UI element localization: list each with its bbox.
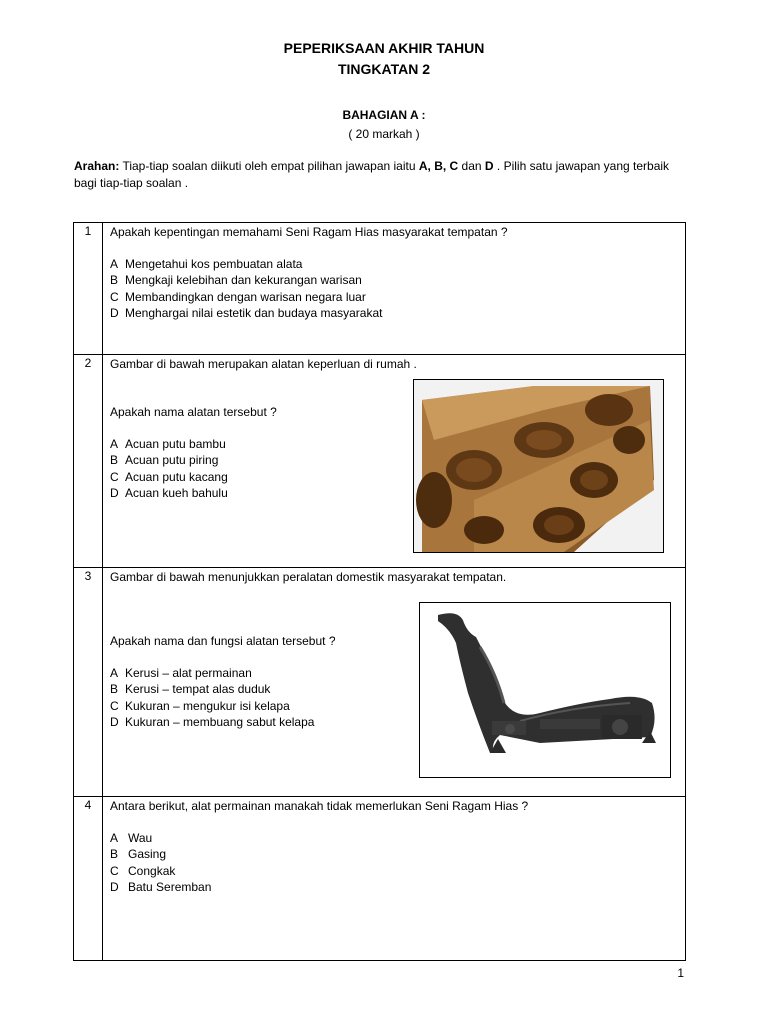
option-a xyxy=(110,665,314,681)
option-text: Mengkaji kelebihan dan kekurangan warisan xyxy=(125,273,362,288)
option-text: Kukuran – mengukur isi kelapa xyxy=(125,698,290,713)
question-prompt: Apakah nama dan fungsi alatan tersebut ? xyxy=(110,634,336,648)
instructions-rest: . Pilih satu jawapan yang terbaik bagi tiap-tiap soalan . xyxy=(74,159,670,190)
instructions xyxy=(74,158,684,192)
question-stem: Gambar di bawah merupakan alatan keperluan di rumah . xyxy=(110,357,417,371)
options-list xyxy=(110,436,228,501)
instructions-text: Tiap-tiap soalan diikuti oleh empat pilihan jawapan iaitu xyxy=(119,159,419,173)
exam-title: PEPERIKSAAN AKHIR TAHUN xyxy=(283,40,485,56)
option-letter: A xyxy=(110,437,119,451)
question-number: 4 xyxy=(84,798,92,812)
wooden-mould-image xyxy=(413,379,664,553)
question-number: 2 xyxy=(84,356,92,370)
options-list xyxy=(110,665,314,730)
option-letter: B xyxy=(110,682,119,697)
options-list xyxy=(110,830,211,895)
option-c xyxy=(110,289,382,305)
option-d xyxy=(110,485,228,501)
option-letter: C xyxy=(110,469,119,484)
question-row-4 xyxy=(74,797,686,961)
option-text: Acuan putu piring xyxy=(125,453,219,468)
option-text: Acuan putu kacang xyxy=(125,469,228,484)
instructions-last-letter: D xyxy=(484,159,494,173)
option-text: Menghargai nilai estetik dan budaya masyarakat xyxy=(125,305,383,320)
option-text: Kukuran – membuang sabut kelapa xyxy=(125,714,315,729)
question-stem: Gambar di bawah menunjukkan peralatan domestik masyarakat tempatan. xyxy=(110,570,507,584)
option-text: Acuan putu bambu xyxy=(125,437,226,451)
option-text: Congkak xyxy=(128,863,176,878)
question-row-3 xyxy=(74,568,686,797)
option-letter: A xyxy=(110,831,119,845)
coconut-grater-illustration xyxy=(420,603,670,777)
option-text: Kerusi – alat permainan xyxy=(125,666,252,680)
question-stem: Apakah kepentingan memahami Seni Ragam Hias masyarakat tempatan ? xyxy=(110,225,508,239)
option-c xyxy=(110,698,314,714)
option-b xyxy=(110,846,211,862)
option-letter: B xyxy=(110,453,119,468)
option-text: Mengetahui kos pembuatan alata xyxy=(125,257,303,271)
option-text: Membandingkan dengan warisan negara luar xyxy=(125,289,366,304)
option-letter: A xyxy=(110,257,119,271)
instructions-label: Arahan: xyxy=(74,159,120,173)
option-letter: B xyxy=(110,273,119,288)
instructions-and: dan xyxy=(458,159,485,173)
question-prompt: Apakah nama alatan tersebut ? xyxy=(110,405,277,419)
option-letter: A xyxy=(110,666,119,680)
options-list xyxy=(110,256,382,321)
option-text: Batu Seremban xyxy=(128,879,212,894)
exam-form-level: TINGKATAN 2 xyxy=(337,61,431,77)
option-d xyxy=(110,305,382,321)
option-letter: C xyxy=(110,698,119,713)
coconut-grater-image xyxy=(419,602,671,778)
question-row-1 xyxy=(74,223,686,355)
option-letter: B xyxy=(110,847,119,862)
section-marks: ( 20 markah ) xyxy=(348,127,420,141)
option-text: Wau xyxy=(128,831,153,845)
option-letter: D xyxy=(110,485,119,500)
option-b xyxy=(110,452,228,468)
option-c xyxy=(110,863,211,879)
option-letter: C xyxy=(110,289,119,304)
option-a xyxy=(110,436,228,452)
option-a xyxy=(110,830,211,846)
question-number: 1 xyxy=(84,224,92,238)
section-heading: BAHAGIAN A : xyxy=(342,108,426,122)
option-d xyxy=(110,714,314,730)
option-a xyxy=(110,256,382,272)
question-stem: Antara berikut, alat permainan manakah tidak memerlukan Seni Ragam Hias ? xyxy=(110,799,529,813)
option-text: Gasing xyxy=(128,847,167,862)
option-text: Acuan kueh bahulu xyxy=(125,485,228,500)
option-letter: D xyxy=(110,714,119,729)
option-letter: D xyxy=(110,879,119,894)
question-number: 3 xyxy=(84,569,92,583)
option-d xyxy=(110,879,211,895)
wooden-mould-illustration xyxy=(414,380,663,552)
question-row-2 xyxy=(74,355,686,568)
option-c xyxy=(110,469,228,485)
option-b xyxy=(110,272,382,288)
instructions-letters: A, B, C xyxy=(418,159,459,173)
option-text: Kerusi – tempat alas duduk xyxy=(125,682,271,697)
option-letter: D xyxy=(110,305,119,320)
option-b xyxy=(110,681,314,697)
option-letter: C xyxy=(110,863,119,878)
page-number: 1 xyxy=(677,966,684,980)
questions-table xyxy=(73,222,686,961)
